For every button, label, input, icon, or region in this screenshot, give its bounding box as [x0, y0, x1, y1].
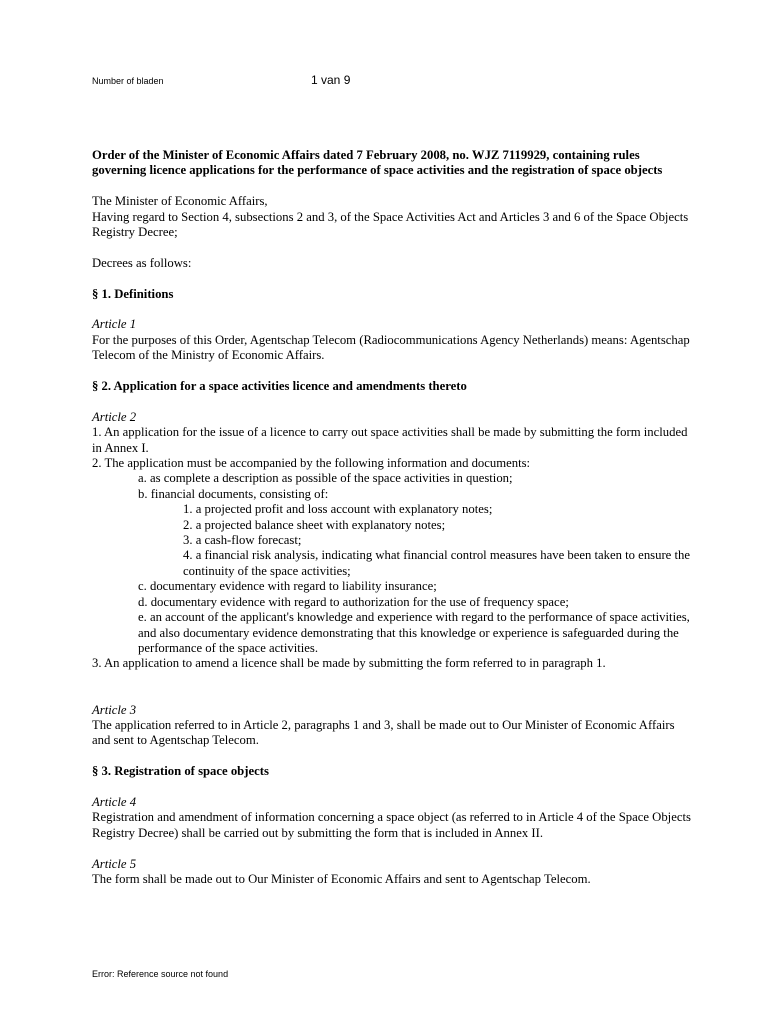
- page-number: 1 van 9: [311, 73, 351, 87]
- article-3-text: The application referred to in Article 2, paragraphs 1 and 3, shall be made out to Our Minister of Economic Affairs and sent to Agentschap Telecom.: [92, 717, 675, 748]
- footer-text: Error: Reference source not found: [92, 969, 229, 979]
- intro-minister: The Minister of Economic Affairs,: [92, 194, 268, 209]
- list-item-b4: 4. a financial risk analysis, indicating what financial control measures have been taken to ensure the continuity of the space activities;: [183, 548, 690, 578]
- article-1-label: Article 1: [92, 317, 137, 332]
- intro-decrees: Decrees as follows:: [92, 255, 192, 270]
- article-4-label: Article 4: [92, 794, 137, 809]
- header-label: Number of bladen: [92, 76, 164, 86]
- section-1-heading: § 1. Definitions: [92, 286, 174, 301]
- list-item-c: c. documentary evidence with regard to liability insurance;: [138, 579, 437, 594]
- article-2-paragraph-3: 3. An application to amend a licence shall be made by submitting the form referred to in paragraph 1.: [92, 656, 606, 671]
- list-item-b1: 1. a projected profit and loss account with explanatory notes;: [183, 502, 493, 517]
- list-item-b: b. financial documents, consisting of:: [138, 486, 329, 501]
- article-2-paragraph-1: 1. An application for the issue of a licence to carry out space activities shall be made by submitting the form included in Annex I.: [92, 425, 688, 455]
- document-body: [92, 148, 692, 887]
- article-2-label: Article 2: [92, 409, 137, 424]
- article-1-text: For the purposes of this Order, Agentschap Telecom (Radiocommunications Agency Netherlands) means: Agentschap Telecom of the Ministry of Economic Affairs.: [92, 332, 690, 363]
- article-5-label: Article 5: [92, 856, 137, 871]
- document-title: Order of the Minister of Economic Affairs dated 7 February 2008, no. WJZ 7119929, containing rules governing licence applications for the performance of space activities and the registration of space objects: [92, 148, 663, 178]
- article-3-label: Article 3: [92, 702, 137, 717]
- section-2-heading: § 2. Application for a space activities licence and amendments thereto: [92, 379, 467, 394]
- list-item-b2: 2. a projected balance sheet with explanatory notes;: [183, 517, 446, 532]
- intro-regard: Having regard to Section 4, subsections 2 and 3, of the Space Activities Act and Articles 3 and 6 of the Space Objects Registry Decree;: [92, 209, 689, 240]
- article-2-paragraph-2: 2. The application must be accompanied by the following information and documents:: [92, 456, 531, 471]
- article-4-text: Registration and amendment of information concerning a space object (as referred to in Article 4 of the Space Objects Registry Decree) shall be carried out by submitting the form that is included in Annex II.: [92, 810, 691, 840]
- list-item-d: d. documentary evidence with regard to authorization for the use of frequency space;: [138, 594, 569, 609]
- list-item-b3: 3. a cash-flow forecast;: [183, 533, 302, 548]
- list-item-a: a. as complete a description as possible of the space activities in question;: [138, 471, 513, 486]
- article-5-text: The form shall be made out to Our Minister of Economic Affairs and sent to Agentschap Telecom.: [92, 871, 591, 886]
- list-item-e: e. an account of the applicant's knowledge and experience with regard to the performance of space activities, and also documentary evidence demonstrating that this knowledge or experience is safeguarded during the performance of the space activities.: [138, 610, 690, 655]
- section-3-heading: § 3. Registration of space objects: [92, 764, 269, 779]
